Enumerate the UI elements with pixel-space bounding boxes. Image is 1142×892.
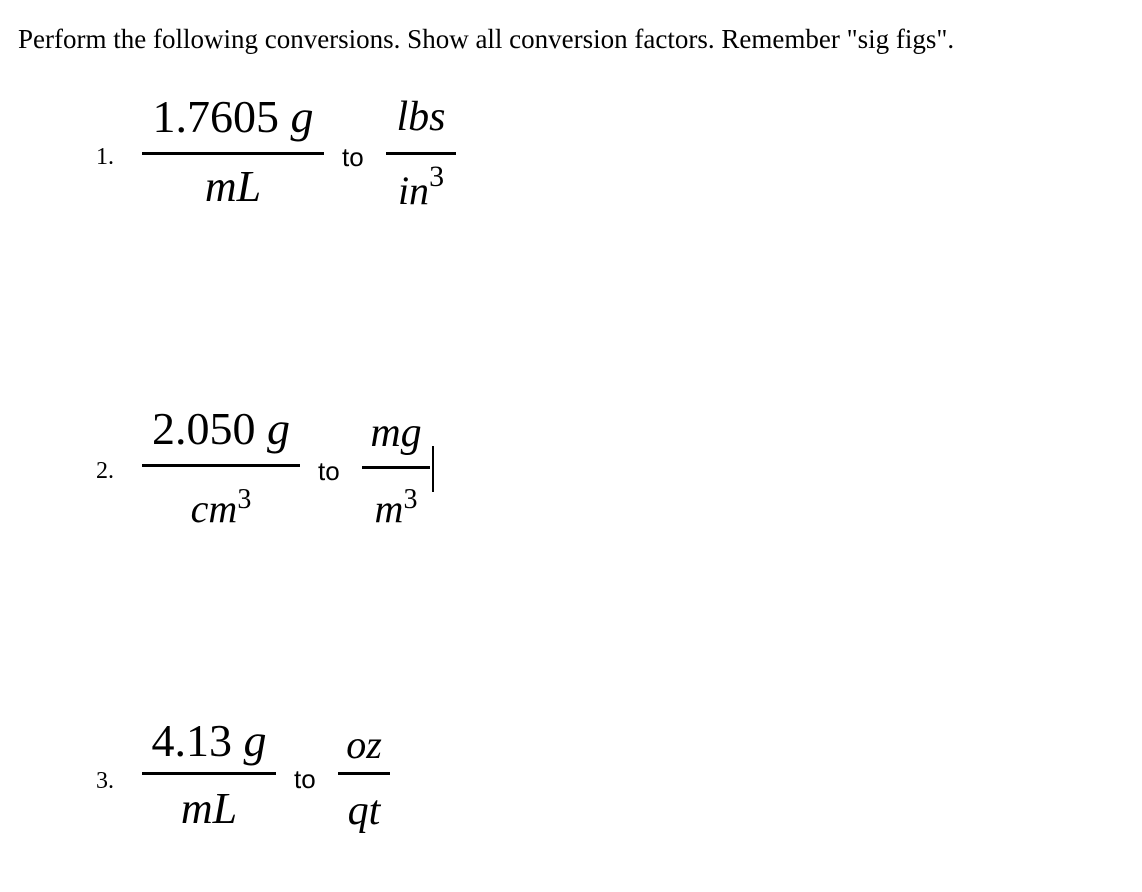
given-numerator-unit: g xyxy=(243,715,267,766)
fraction-bar xyxy=(362,466,430,469)
given-denominator xyxy=(142,484,300,539)
given-denominator-exponent: 3 xyxy=(237,484,252,515)
target-denominator-exponent: 3 xyxy=(403,484,418,515)
target-denominator-unit: m xyxy=(374,486,404,531)
target-numerator-unit: lbs xyxy=(396,94,446,140)
target-denominator-unit: in xyxy=(397,168,430,213)
fraction-bar xyxy=(142,772,276,775)
target-numerator xyxy=(338,720,390,770)
target-numerator xyxy=(362,408,430,458)
given-value: 1.7605 xyxy=(152,91,279,142)
target-fraction xyxy=(386,90,456,240)
to-label: to xyxy=(294,764,316,794)
problem-number: 1. xyxy=(96,144,114,170)
to-label: to xyxy=(318,456,340,486)
to-label: to xyxy=(342,142,364,172)
target-numerator-unit: mg xyxy=(370,410,422,456)
problem-1 xyxy=(0,90,620,240)
target-denominator xyxy=(386,160,456,220)
given-fraction xyxy=(142,400,300,550)
instructions-text: Perform the following conversions. Show all conversion factors. Remember "sig figs". xyxy=(18,24,955,54)
fraction-bar xyxy=(142,464,300,467)
given-numerator xyxy=(142,92,324,142)
target-denominator-unit: qt xyxy=(347,788,381,834)
text-cursor xyxy=(432,446,434,492)
given-fraction xyxy=(142,710,276,860)
problem-number: 2. xyxy=(96,458,114,484)
target-fraction xyxy=(338,710,390,860)
given-denominator xyxy=(142,162,324,212)
given-denominator xyxy=(142,784,276,834)
given-numerator xyxy=(142,404,300,454)
fraction-bar xyxy=(338,772,390,775)
fraction-bar xyxy=(142,152,324,155)
fraction-bar xyxy=(386,152,456,155)
given-numerator xyxy=(142,716,276,766)
given-denominator-unit: cm xyxy=(190,486,238,531)
given-value: 2.050 xyxy=(152,403,256,454)
target-numerator xyxy=(386,92,456,142)
given-numerator-unit: g xyxy=(267,403,290,454)
problem-3 xyxy=(0,710,620,860)
problem-number: 3. xyxy=(96,768,114,794)
given-numerator-unit: g xyxy=(290,91,314,142)
given-denominator-unit: mL xyxy=(204,162,262,211)
given-value: 4.13 xyxy=(151,715,232,766)
target-denominator xyxy=(338,786,390,836)
given-fraction xyxy=(142,90,324,240)
problem-2 xyxy=(0,400,620,550)
target-fraction xyxy=(362,400,430,550)
target-numerator-unit: oz xyxy=(346,722,382,767)
target-denominator-exponent: 3 xyxy=(429,160,445,193)
given-denominator-unit: mL xyxy=(180,784,238,833)
target-denominator xyxy=(362,484,430,539)
